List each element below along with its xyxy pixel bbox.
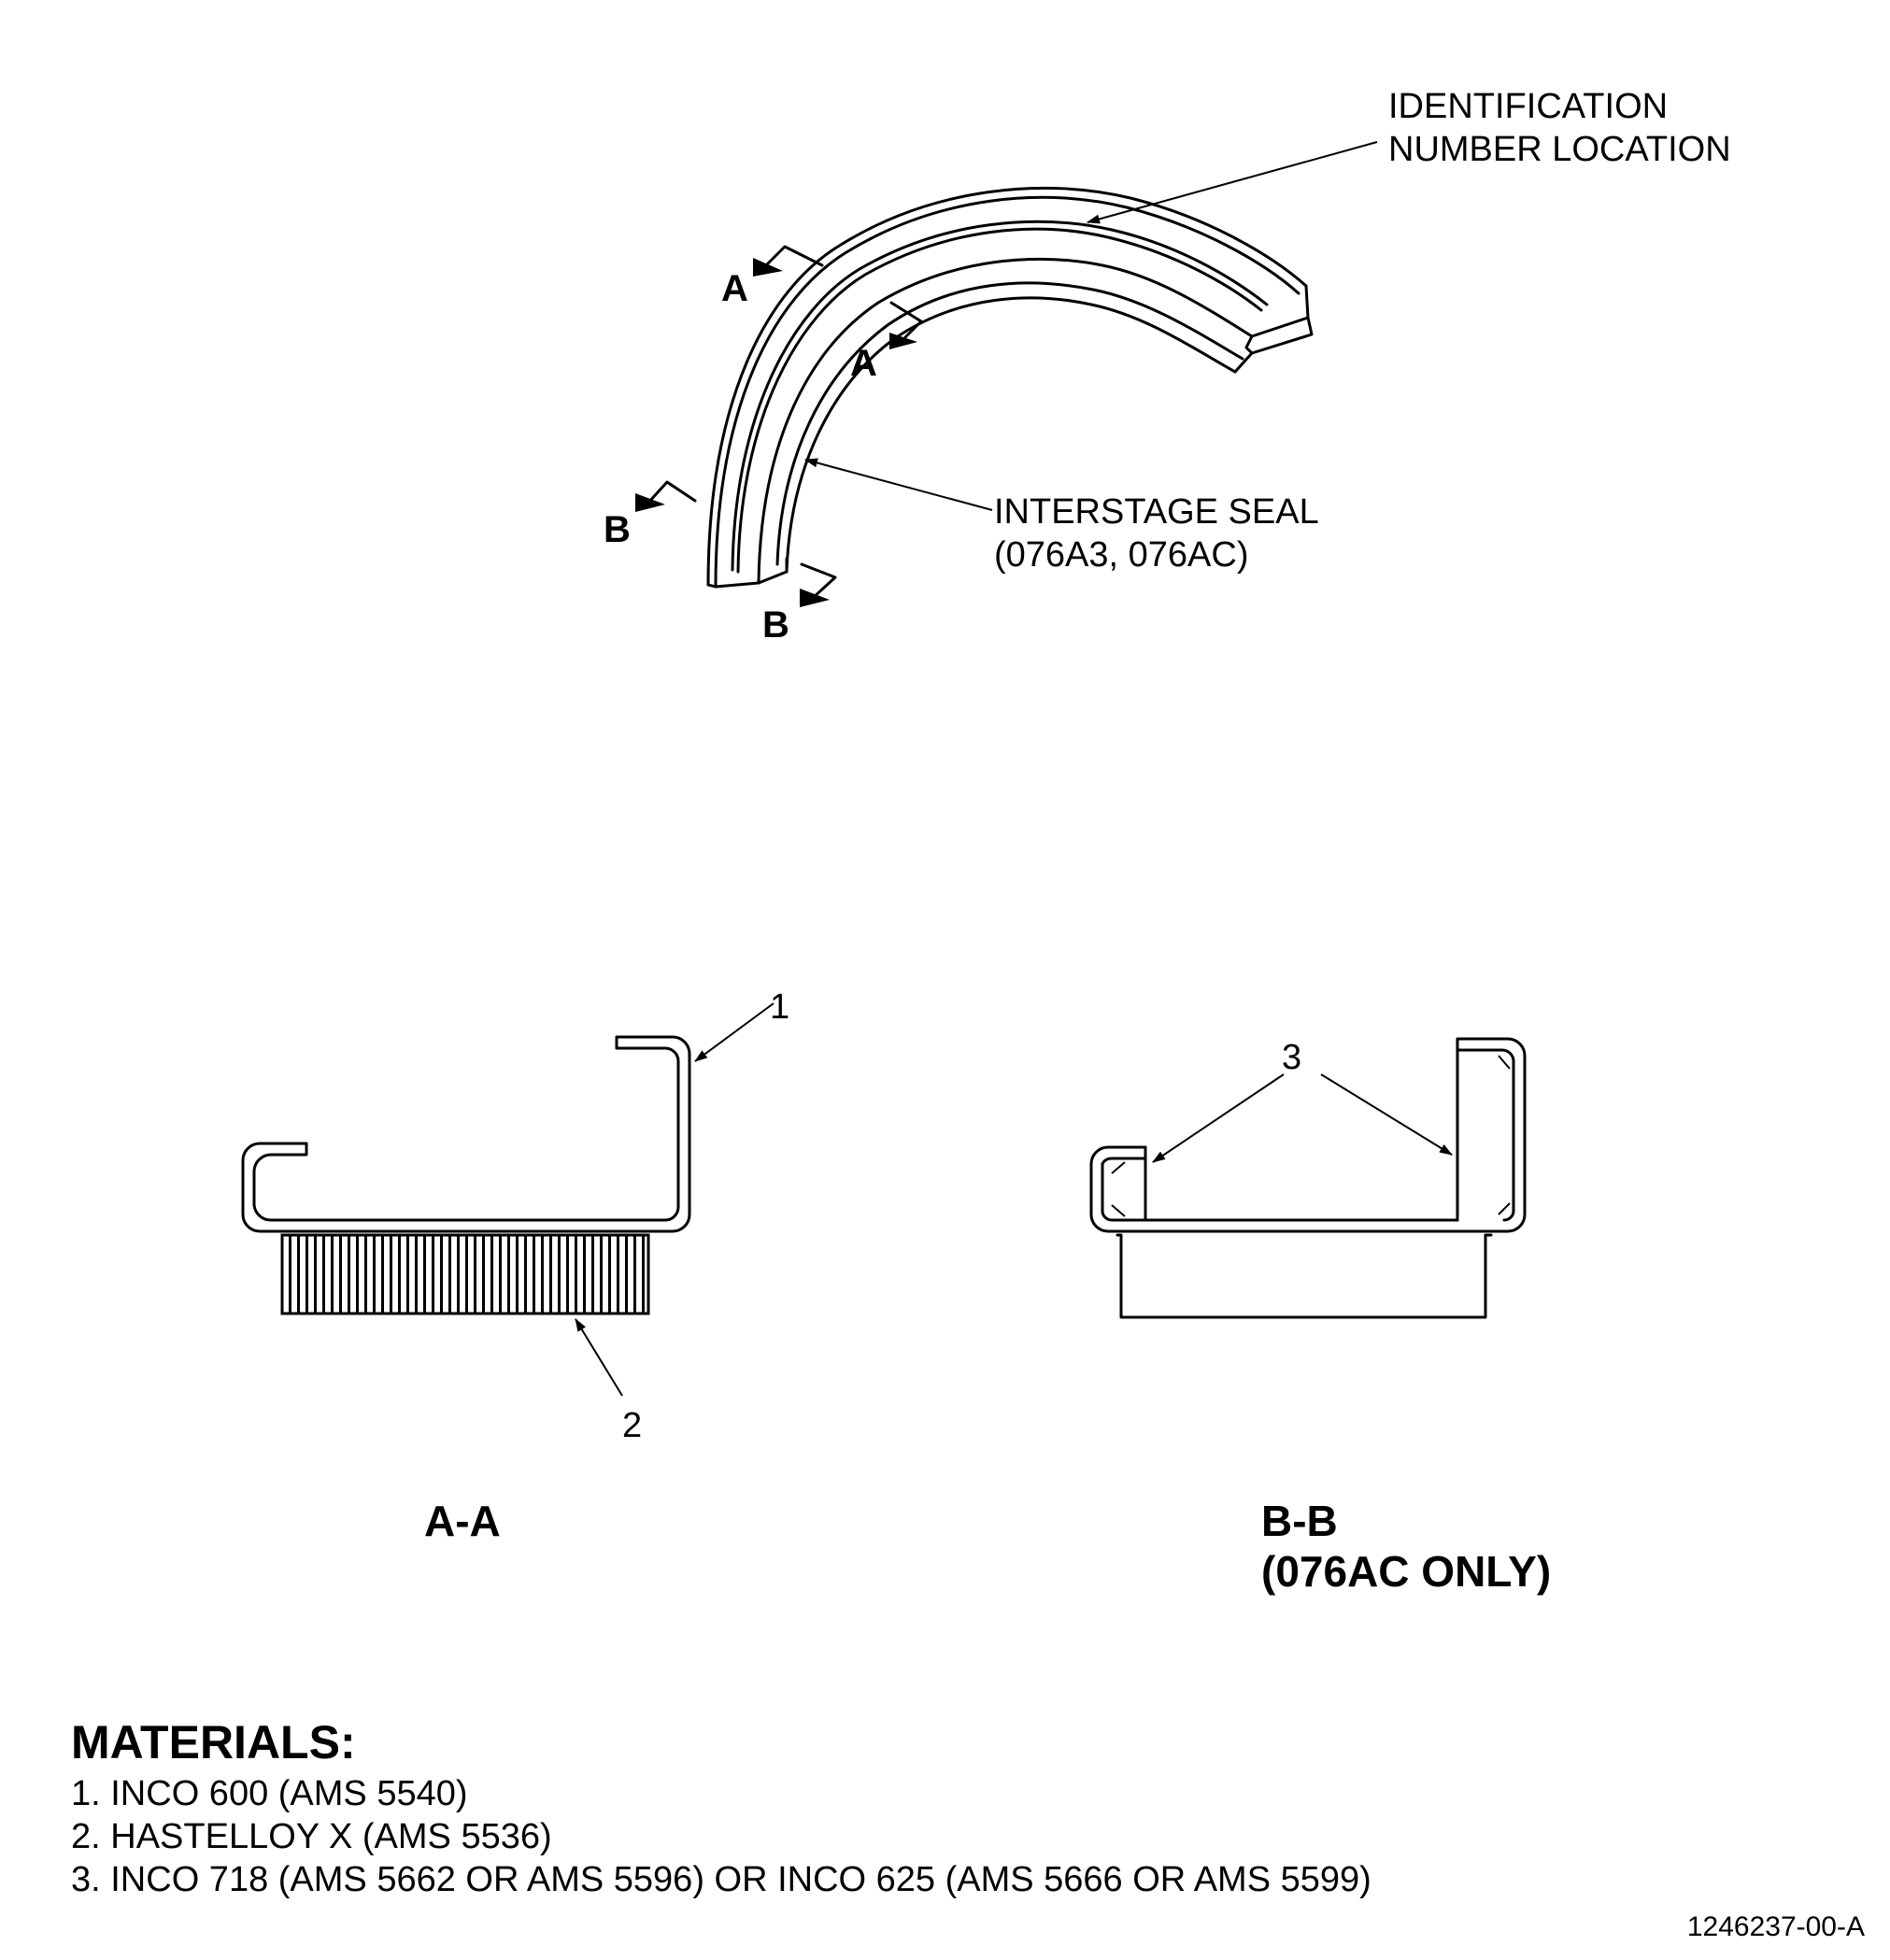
figure-id: 1246237-00-A — [1686, 1911, 1865, 1942]
section-bb-subtitle: (076AC ONLY) — [1261, 1547, 1552, 1596]
item-1-leader — [695, 1003, 774, 1061]
identification-leader — [1087, 142, 1377, 222]
identification-label-line1: IDENTIFICATION — [1388, 87, 1669, 126]
interstage-seal-leader — [805, 460, 992, 510]
interstage-seal-label: INTERSTAGE SEAL — [994, 492, 1319, 532]
section-label-b-upper: B — [604, 509, 631, 550]
identification-label-line2: NUMBER LOCATION — [1388, 130, 1731, 169]
interstage-seal-part-numbers: (076A3, 076AC) — [994, 535, 1249, 575]
section-label-b-lower: B — [762, 604, 789, 646]
section-mark-b-upper — [635, 482, 695, 512]
section-aa — [243, 1003, 774, 1396]
material-item-2: 2. HASTELLOY X (AMS 5536) — [71, 1817, 552, 1856]
section-label-a-upper: A — [721, 268, 748, 309]
materials-heading: MATERIALS: — [71, 1716, 356, 1768]
item-2-label: 2 — [622, 1406, 643, 1445]
item-3-label: 3 — [1282, 1038, 1302, 1077]
item-3-leader-right — [1321, 1074, 1452, 1155]
section-bb-title: B-B — [1261, 1497, 1338, 1545]
item-1-label: 1 — [770, 987, 790, 1027]
item-2-leader — [576, 1319, 622, 1396]
section-mark-b-lower — [800, 564, 835, 607]
section-bb — [1091, 1039, 1525, 1317]
material-item-3: 3. INCO 718 (AMS 5662 OR AMS 5596) OR INCO 625 (AMS 5666 OR AMS 5599) — [71, 1860, 1371, 1899]
material-item-1: 1. INCO 600 (AMS 5540) — [71, 1774, 468, 1813]
section-aa-title: A-A — [424, 1497, 501, 1545]
honeycomb-hatch — [282, 1235, 648, 1314]
item-3-leader-left — [1153, 1074, 1284, 1162]
section-label-a-lower: A — [850, 343, 877, 384]
section-mark-a-upper — [753, 247, 822, 277]
